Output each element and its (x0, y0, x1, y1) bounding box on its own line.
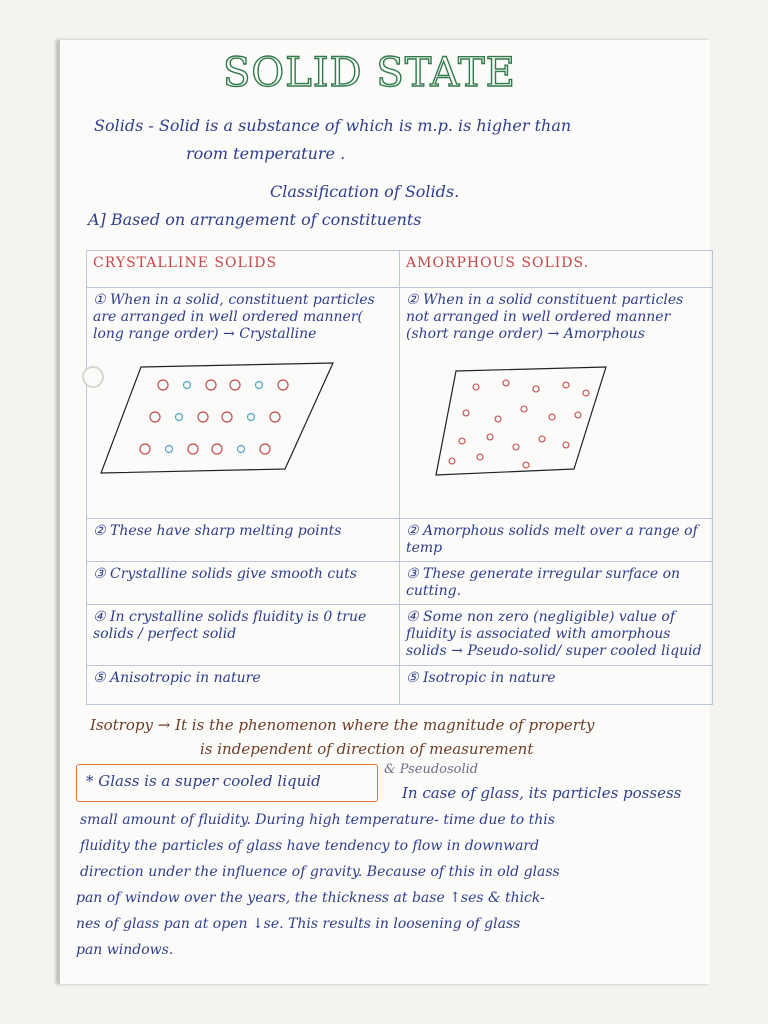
amorphous-particle (463, 410, 469, 416)
page-title: SOLID STATE (223, 50, 516, 96)
amorphous-particle (575, 412, 581, 418)
crystal-particle (230, 380, 240, 390)
crystalline-point-5: ⑤ Anisotropic in nature (87, 666, 400, 705)
amorphous-particle (533, 386, 539, 392)
glass-aside: & Pseudosolid (384, 762, 479, 777)
amorphous-particle (473, 384, 479, 390)
amorphous-point-5: ⑤ Isotropic in nature (400, 666, 713, 705)
glass-text-line: fluidity the particles of glass have tendency to flow in downward (80, 838, 540, 854)
table-row (87, 562, 713, 605)
amorphous-particle (549, 414, 555, 420)
table-row (87, 288, 713, 519)
glass-text-line: pan windows. (76, 942, 174, 958)
isotropy-definition: It is the phenomenon where the magnitude of property (175, 716, 595, 734)
crystalline-point-4: ④ In crystalline solids fluidity is 0 true solids / perfect solid (87, 605, 400, 666)
amorphous-particle (539, 436, 545, 442)
amorphous-particle (503, 380, 509, 386)
glass-text-line: small amount of fluidity. During high temperature- time due to this (80, 812, 555, 828)
table-row (87, 666, 713, 705)
table-row (87, 605, 713, 666)
amorphous-particle (523, 462, 529, 468)
crystal-particle (212, 444, 222, 454)
amorphous-particle (495, 416, 501, 422)
crystal-particle (176, 414, 183, 421)
table-row (87, 519, 713, 562)
amorphous-particle (521, 406, 527, 412)
amorphous-particle (563, 442, 569, 448)
amorphous-particle (477, 454, 483, 460)
classification-heading: Classification of Solids. (270, 182, 460, 201)
isotropy-line-2: is independent of direction of measurement (200, 740, 534, 758)
section-a-heading: A] Based on arrangement of constituents (88, 210, 422, 229)
crystal-particle (238, 446, 245, 453)
header-crystalline: CRYSTALLINE SOLIDS (87, 251, 400, 288)
crystal-particle (198, 412, 208, 422)
crystalline-point-2: ② These have sharp melting points (87, 519, 400, 562)
intro-line-2: room temperature . (186, 144, 346, 163)
glass-text-line: pan of window over the years, the thickness at base ↑ses & thick- (76, 890, 545, 906)
crystal-particle (206, 380, 216, 390)
amorphous-particle (583, 390, 589, 396)
glass-statement: * Glass is a super cooled liquid (86, 772, 321, 790)
isotropy-line-1 (90, 716, 594, 734)
glass-text-line: In case of glass, its particles possess (402, 784, 682, 802)
glass-text-line: nes of glass pan at open ↓se. This results in loosening of glass (76, 916, 521, 932)
crystal-particle (248, 414, 255, 421)
amorphous-particle (513, 444, 519, 450)
isotropy-term: Isotropy → (90, 716, 171, 734)
crystalline-lattice-diagram (93, 357, 393, 487)
crystal-particle (158, 380, 168, 390)
crystal-particle (140, 444, 150, 454)
amorphous-point-1: ② When in a solid constituent particles not arranged in well ordered manner (short range order) → Amorphous (400, 288, 713, 519)
crystal-particle (260, 444, 270, 454)
crystal-particle (222, 412, 232, 422)
header-amorphous: AMORPHOUS SOLIDS. (400, 251, 713, 288)
glass-text-line: direction under the influence of gravity. Because of this in old glass (80, 864, 560, 880)
crystalline-point-3: ③ Crystalline solids give smooth cuts (87, 562, 400, 605)
amorphous-point-2: ② Amorphous solids melt over a range of temp (400, 519, 713, 562)
intro-definition: - Solid is a substance of which is m.p. is higher than (148, 116, 572, 135)
table-header-row (87, 251, 713, 288)
crystalline-point-1: ① When in a solid, constituent particles are arranged in well ordered manner( long range order) → Crystalline (87, 288, 400, 519)
crystal-particle (150, 412, 160, 422)
crystal-particle (278, 380, 288, 390)
intro-term: Solids (94, 116, 144, 135)
notebook-page (58, 40, 710, 984)
amorphous-point-3: ③ These generate irregular surface on cutting. (400, 562, 713, 605)
amorphous-particle (459, 438, 465, 444)
intro-line-1 (94, 116, 571, 135)
punch-hole (82, 366, 104, 388)
amorphous-particle (487, 434, 493, 440)
amorphous-particles-diagram (406, 357, 706, 487)
crystal-particle (166, 446, 173, 453)
amorphous-particle (563, 382, 569, 388)
amorphous-particle (449, 458, 455, 464)
classification-table (86, 250, 713, 705)
crystal-particle (188, 444, 198, 454)
crystal-particle (256, 382, 263, 389)
crystal-particle (270, 412, 280, 422)
amorphous-point-4: ④ Some non zero (negligible) value of fluidity is associated with amorphous solids → Pseudo-solid/ super cooled liquid (400, 605, 713, 666)
crystal-particle (184, 382, 191, 389)
